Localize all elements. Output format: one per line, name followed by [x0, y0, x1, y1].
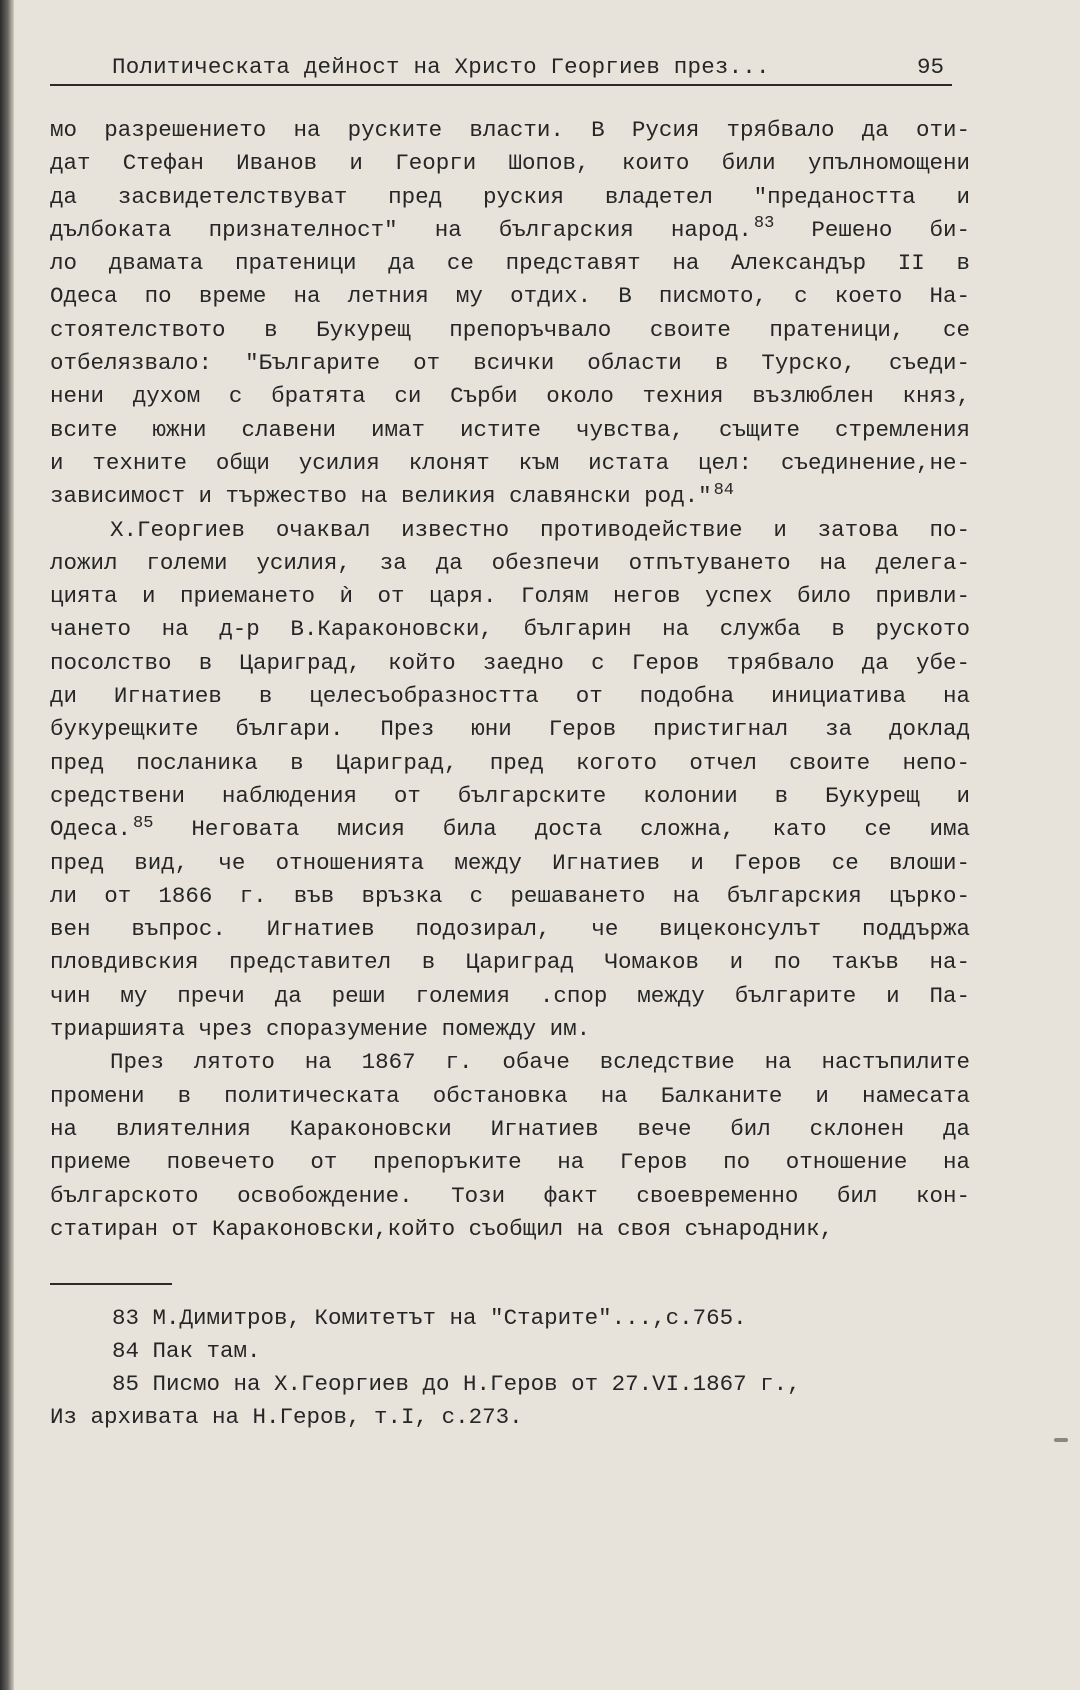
- text-line: на влиятелния Караконовски Игнатиев вече бил склонен да: [50, 1115, 970, 1142]
- scan-speck: [1054, 1438, 1068, 1442]
- text-line: стоятелството в Букурещ препоръчвало своите пратеници, се: [50, 316, 970, 343]
- running-title: Политическата дейност на Христо Георгиев през...: [112, 54, 770, 80]
- text-line: ли от 1866 г. във връзка с решаването на българския църко-: [50, 882, 970, 909]
- text-line: средствени наблюдения от българските колонии в Букурещ и: [50, 782, 970, 809]
- text-line: През лятото на 1867 г. обаче вследствие на настъпилите: [110, 1049, 970, 1076]
- text-line: да засвидетелствуват пред руския владетел "предаността и: [50, 183, 970, 210]
- text-line: всите южни славени имат истите чувства, същите стремления: [50, 416, 970, 443]
- line-text: зависимост и тържество на великия славянски род.": [50, 483, 712, 510]
- text-line: триаршията чрез споразумение помежду им.: [50, 1016, 591, 1043]
- text-line: статиран от Караконовски,който съобщил на своя сънародник,: [50, 1215, 834, 1242]
- text-line: зависимост и тържество на великия славянски род." 84: [50, 480, 735, 510]
- text-line: отбелязвало: "Българите от всички области в Турско, съеди-: [50, 350, 970, 377]
- text-line: ло двамата пратеници да се представят на Александър II в: [50, 250, 970, 277]
- text-line: българското освобождение. Този факт своевременно бил кон-: [50, 1182, 970, 1209]
- line-text: дълбоката признателност" на българския народ.: [50, 216, 752, 243]
- footnotes: [50, 1302, 950, 1434]
- footnote: 84 Пак там.: [112, 1338, 261, 1364]
- footnote: Из архивата на Н.Геров, т.I, с.273.: [50, 1404, 523, 1430]
- text-line: приеме повечето от препоръките на Геров по отношение на: [50, 1149, 970, 1176]
- text-line: Одеса по време на летния му отдих. В писмото, с което На-: [50, 283, 970, 310]
- text-line: нени духом с братята си Сърби около техния възлюблен княз,: [50, 383, 970, 410]
- page-number: 95: [916, 54, 944, 80]
- text-line: пловдивския представител в Цариград Чомаков и по такъв на-: [50, 949, 970, 976]
- text-line: дат Стефан Иванов и Георги Шопов, които били упълномощени: [50, 150, 970, 177]
- text-line: букурещките българи. През юни Геров пристигнал за доклад: [50, 716, 970, 743]
- line-text: Одеса.: [50, 816, 132, 843]
- text-line: чането на д-р В.Караконовски, българин на служба в руското: [50, 616, 970, 643]
- text-line: Х.Георгиев очаквал известно противодействие и затова по-: [110, 516, 970, 543]
- text-line: ди Игнатиев в целесъобразността от подобна инициатива на: [50, 683, 970, 710]
- text-line: чин му пречи да реши големия .спор между българите и Па-: [50, 982, 970, 1009]
- text-line: вен въпрос. Игнатиев подозирал, че вицеконсулът поддържа: [50, 916, 970, 943]
- text-line: ложил големи усилия, за да обезпечи отпътуването на делега-: [50, 549, 970, 576]
- footnote: 85 Писмо на Х.Георгиев до Н.Геров от 27.VI.1867 г.,: [112, 1371, 801, 1397]
- line-text-after: Неговата мисия била доста сложна, като се има: [153, 816, 970, 843]
- body-text: [50, 114, 970, 1246]
- running-header: [50, 50, 952, 86]
- page-gutter-shadow: [0, 0, 14, 1690]
- footnote-separator: [50, 1283, 172, 1285]
- line-text-after: Решено би-: [774, 216, 970, 243]
- text-line: дълбоката признателност" на българския народ. 83 Решено би-: [50, 214, 970, 243]
- text-line: пред посланика в Цариград, пред когото отчел своите непо-: [50, 749, 970, 776]
- footnote: 83 М.Димитров, Комитетът на "Старите"...,с.765.: [112, 1305, 747, 1331]
- text-line: Одеса. 85 Неговата мисия била доста сложна, като се има: [50, 813, 970, 843]
- text-line: промени в политическата обстановка на Балканите и намесата: [50, 1082, 970, 1109]
- text-line: посолство в Цариград, който заедно с Геров трябвало да убе-: [50, 649, 970, 676]
- text-line: и техните общи усилия клонят към истата цел: съединение,не-: [50, 449, 970, 476]
- text-line: цията и приемането ѝ от царя. Голям негов успех било привли-: [50, 583, 970, 610]
- text-line: пред вид, че отношенията между Игнатиев и Геров се влоши-: [50, 849, 970, 876]
- text-line: мо разрешението на руските власти. В Русия трябвало да оти-: [50, 117, 970, 143]
